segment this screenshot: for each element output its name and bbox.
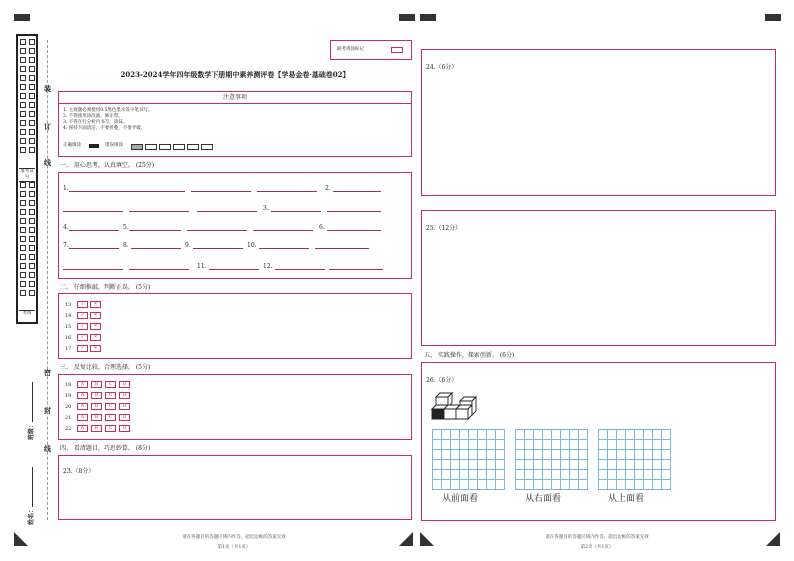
- section-title: 四、 看清题目，巧思妙算。 (8分): [60, 445, 151, 452]
- wrong-fill-sample: [145, 144, 157, 150]
- answer-box-q26[interactable]: [421, 362, 776, 521]
- registration-mark: [14, 14, 30, 21]
- true-option[interactable]: ✓: [77, 334, 88, 341]
- registration-mark: [420, 14, 436, 21]
- mc-row: [65, 391, 133, 399]
- answer-blank[interactable]: [125, 191, 185, 192]
- option-a[interactable]: A: [77, 392, 88, 399]
- tf-row: [65, 344, 103, 352]
- wrong-fill-sample: [187, 144, 199, 150]
- answer-blank[interactable]: [63, 269, 123, 270]
- notice-item: 4. 保持卡面清洁，不要折叠，不要弄破。: [63, 126, 146, 131]
- answer-blank[interactable]: [69, 191, 129, 192]
- question-label: 26.（6分）: [426, 377, 458, 384]
- blank-label: 1.: [63, 185, 69, 192]
- answer-blank[interactable]: [259, 248, 309, 249]
- view-label-right: 从右面看: [525, 494, 562, 504]
- multiple-choice-box: [58, 374, 412, 440]
- option-d[interactable]: D: [119, 381, 130, 388]
- question-number: 14: [65, 312, 72, 319]
- wrong-fill-sample: [201, 144, 213, 150]
- footer-notice: 请在各题目的答题区域内作答，超出边框的答案无效: [545, 535, 649, 540]
- footer-page: 第1页（共1页）: [217, 545, 251, 550]
- answer-blank[interactable]: [327, 211, 381, 212]
- fill-blank-box: [58, 172, 412, 279]
- registration-mark: [765, 14, 781, 21]
- cube-figure: [430, 387, 482, 423]
- front-view-grid[interactable]: [432, 429, 505, 490]
- view-label-top: 从上面看: [608, 494, 645, 504]
- answer-blank[interactable]: [193, 248, 243, 249]
- correct-fill-label: 正确填涂: [63, 143, 81, 148]
- answer-box-q25[interactable]: [421, 210, 776, 346]
- answer-blank[interactable]: [187, 230, 247, 231]
- question-number: 18: [65, 381, 72, 388]
- option-a[interactable]: A: [77, 414, 88, 421]
- answer-blank[interactable]: [69, 248, 119, 249]
- blank-label: 12.: [263, 263, 273, 270]
- absent-mark-checkbox[interactable]: [391, 47, 403, 53]
- answer-blank[interactable]: [131, 248, 181, 249]
- absent-mark-label: 缺考请涂标记: [337, 47, 364, 52]
- option-a[interactable]: A: [77, 403, 88, 410]
- notice-item: 3. 不得在行分析内书写，涂抹。: [63, 120, 128, 125]
- option-c[interactable]: C: [105, 403, 116, 410]
- wrong-fill-label: 错误填涂: [105, 143, 123, 148]
- wrong-fill-sample: [173, 144, 185, 150]
- page-title: 2023-2024学年四年级数学下册期中素养测评卷【学易金卷·基础卷02】: [120, 70, 350, 79]
- true-option[interactable]: ✓: [77, 323, 88, 330]
- binding-char: 订: [44, 122, 51, 131]
- absent-mark-box[interactable]: [330, 40, 412, 60]
- footer-notice: 请在各题目的答题区域内作答，超出边框的答案无效: [182, 535, 286, 540]
- answer-blank[interactable]: [209, 269, 259, 270]
- id-column: [20, 39, 26, 156]
- answer-box-q23[interactable]: [58, 455, 412, 520]
- blank-label: 5.: [123, 224, 129, 231]
- false-option[interactable]: ✕: [90, 334, 101, 341]
- question-number: 15: [65, 323, 72, 330]
- question-label: 25.（12分）: [426, 225, 462, 232]
- answer-blank[interactable]: [129, 269, 189, 270]
- blank-label: 10.: [247, 242, 257, 249]
- blank-label: 2.: [325, 185, 331, 192]
- id-label: 准考证号: [20, 169, 34, 180]
- binding-char: 密: [44, 368, 51, 377]
- answer-blank[interactable]: [257, 191, 317, 192]
- footer-page: 第2页（共1页）: [580, 545, 614, 550]
- false-option[interactable]: ✕: [90, 323, 101, 330]
- blank-label: 4.: [63, 224, 69, 231]
- answer-blank[interactable]: [327, 230, 381, 231]
- corner-triangle: [399, 532, 413, 546]
- answer-blank[interactable]: [129, 211, 189, 212]
- question-number: 20: [65, 403, 72, 410]
- binding-char: 装: [44, 84, 51, 93]
- question-label: 24.（6分）: [426, 64, 458, 71]
- blank-label: 8.: [123, 242, 129, 249]
- option-c[interactable]: C: [105, 425, 116, 432]
- option-c[interactable]: C: [105, 381, 116, 388]
- corner-triangle: [14, 532, 28, 546]
- name-label: 姓名：: [28, 506, 35, 525]
- answer-blank[interactable]: [69, 230, 119, 231]
- answer-box-q24[interactable]: [421, 49, 776, 196]
- top-view-grid[interactable]: [598, 429, 671, 490]
- notice-title: 注意事项: [59, 92, 411, 104]
- corner-triangle: [766, 532, 780, 546]
- option-c[interactable]: C: [105, 414, 116, 421]
- option-d[interactable]: D: [119, 403, 130, 410]
- question-number: 17: [65, 345, 72, 352]
- binding-char: 封: [44, 406, 51, 415]
- question-number: 22: [65, 425, 72, 432]
- binding-char: 线: [44, 158, 51, 167]
- tf-row: [65, 311, 103, 319]
- answer-blank[interactable]: [275, 269, 325, 270]
- false-option[interactable]: ✕: [90, 312, 101, 319]
- id-column: [29, 182, 35, 299]
- blank-label: 11.: [197, 263, 207, 270]
- section-title: 三、 反复比较，合理选择。 (5分): [60, 364, 151, 371]
- answer-blank[interactable]: [271, 211, 321, 212]
- option-b[interactable]: B: [91, 425, 102, 432]
- answer-blank[interactable]: [333, 191, 381, 192]
- section-title: 二、 仔细推敲，判断正误。 (5分): [60, 284, 151, 291]
- false-option[interactable]: ✕: [90, 301, 101, 308]
- registration-mark: [399, 14, 415, 21]
- binding-char: 线: [44, 444, 51, 453]
- true-option[interactable]: ✓: [77, 345, 88, 352]
- tf-row: [65, 322, 103, 330]
- option-d[interactable]: D: [119, 414, 130, 421]
- option-a[interactable]: A: [77, 425, 88, 432]
- answer-blank[interactable]: [129, 230, 181, 231]
- answer-blank[interactable]: [191, 191, 251, 192]
- blank-label: 6.: [319, 224, 325, 231]
- id-column: [20, 182, 26, 299]
- true-option[interactable]: ✓: [77, 312, 88, 319]
- option-b[interactable]: B: [91, 392, 102, 399]
- answer-blank[interactable]: [253, 230, 313, 231]
- option-b[interactable]: B: [91, 403, 102, 410]
- option-c[interactable]: C: [105, 392, 116, 399]
- wrong-fill-sample: [131, 144, 143, 150]
- question-number: 19: [65, 392, 72, 399]
- class-field[interactable]: [26, 382, 35, 440]
- class-label: 班级：: [28, 421, 35, 440]
- answer-blank[interactable]: [63, 211, 123, 212]
- question-number: 13: [65, 301, 72, 308]
- notice-box: [58, 91, 412, 157]
- option-d[interactable]: D: [119, 425, 130, 432]
- exam-id-grid: [16, 34, 38, 324]
- mc-row: [65, 402, 133, 410]
- view-label-front: 从前面看: [442, 494, 479, 504]
- section-title: 一、 用心思考，认真填空。 (25分): [60, 162, 155, 169]
- blank-label: 9.: [185, 242, 191, 249]
- option-d[interactable]: D: [119, 392, 130, 399]
- answer-blank[interactable]: [329, 269, 383, 270]
- question-number: 21: [65, 414, 72, 421]
- option-b[interactable]: B: [91, 381, 102, 388]
- id-column: [29, 39, 35, 156]
- name-field[interactable]: [26, 467, 35, 525]
- question-number: 16: [65, 334, 72, 341]
- binding-dashed-line: [47, 40, 48, 520]
- mc-row: [65, 413, 133, 421]
- answer-blank[interactable]: [315, 248, 369, 249]
- option-b[interactable]: B: [91, 414, 102, 421]
- seat-label: 考场: [19, 310, 35, 317]
- tf-row: [65, 333, 103, 341]
- blank-label: 3.: [263, 205, 269, 212]
- option-a[interactable]: A: [77, 381, 88, 388]
- mc-row: [65, 380, 133, 388]
- true-false-box: [58, 293, 412, 359]
- section-title: 五、 实践操作，探索创新。 (6分): [424, 352, 515, 359]
- tf-row: [65, 300, 103, 308]
- false-option[interactable]: ✕: [90, 345, 101, 352]
- right-view-grid[interactable]: [515, 429, 588, 490]
- true-option[interactable]: ✓: [77, 301, 88, 308]
- notice-item: 1. 主观题必须使用0.5黑色墨水签字笔书写。: [63, 108, 153, 113]
- blank-label: 7.: [63, 242, 69, 249]
- notice-item: 2. 不得使用涂改液、修正带。: [63, 114, 123, 119]
- question-label: 23.（8分）: [63, 468, 95, 475]
- mc-row: [65, 424, 133, 432]
- corner-triangle: [420, 532, 434, 546]
- wrong-fill-sample: [159, 144, 171, 150]
- correct-fill-sample: [89, 144, 99, 148]
- answer-blank[interactable]: [197, 211, 257, 212]
